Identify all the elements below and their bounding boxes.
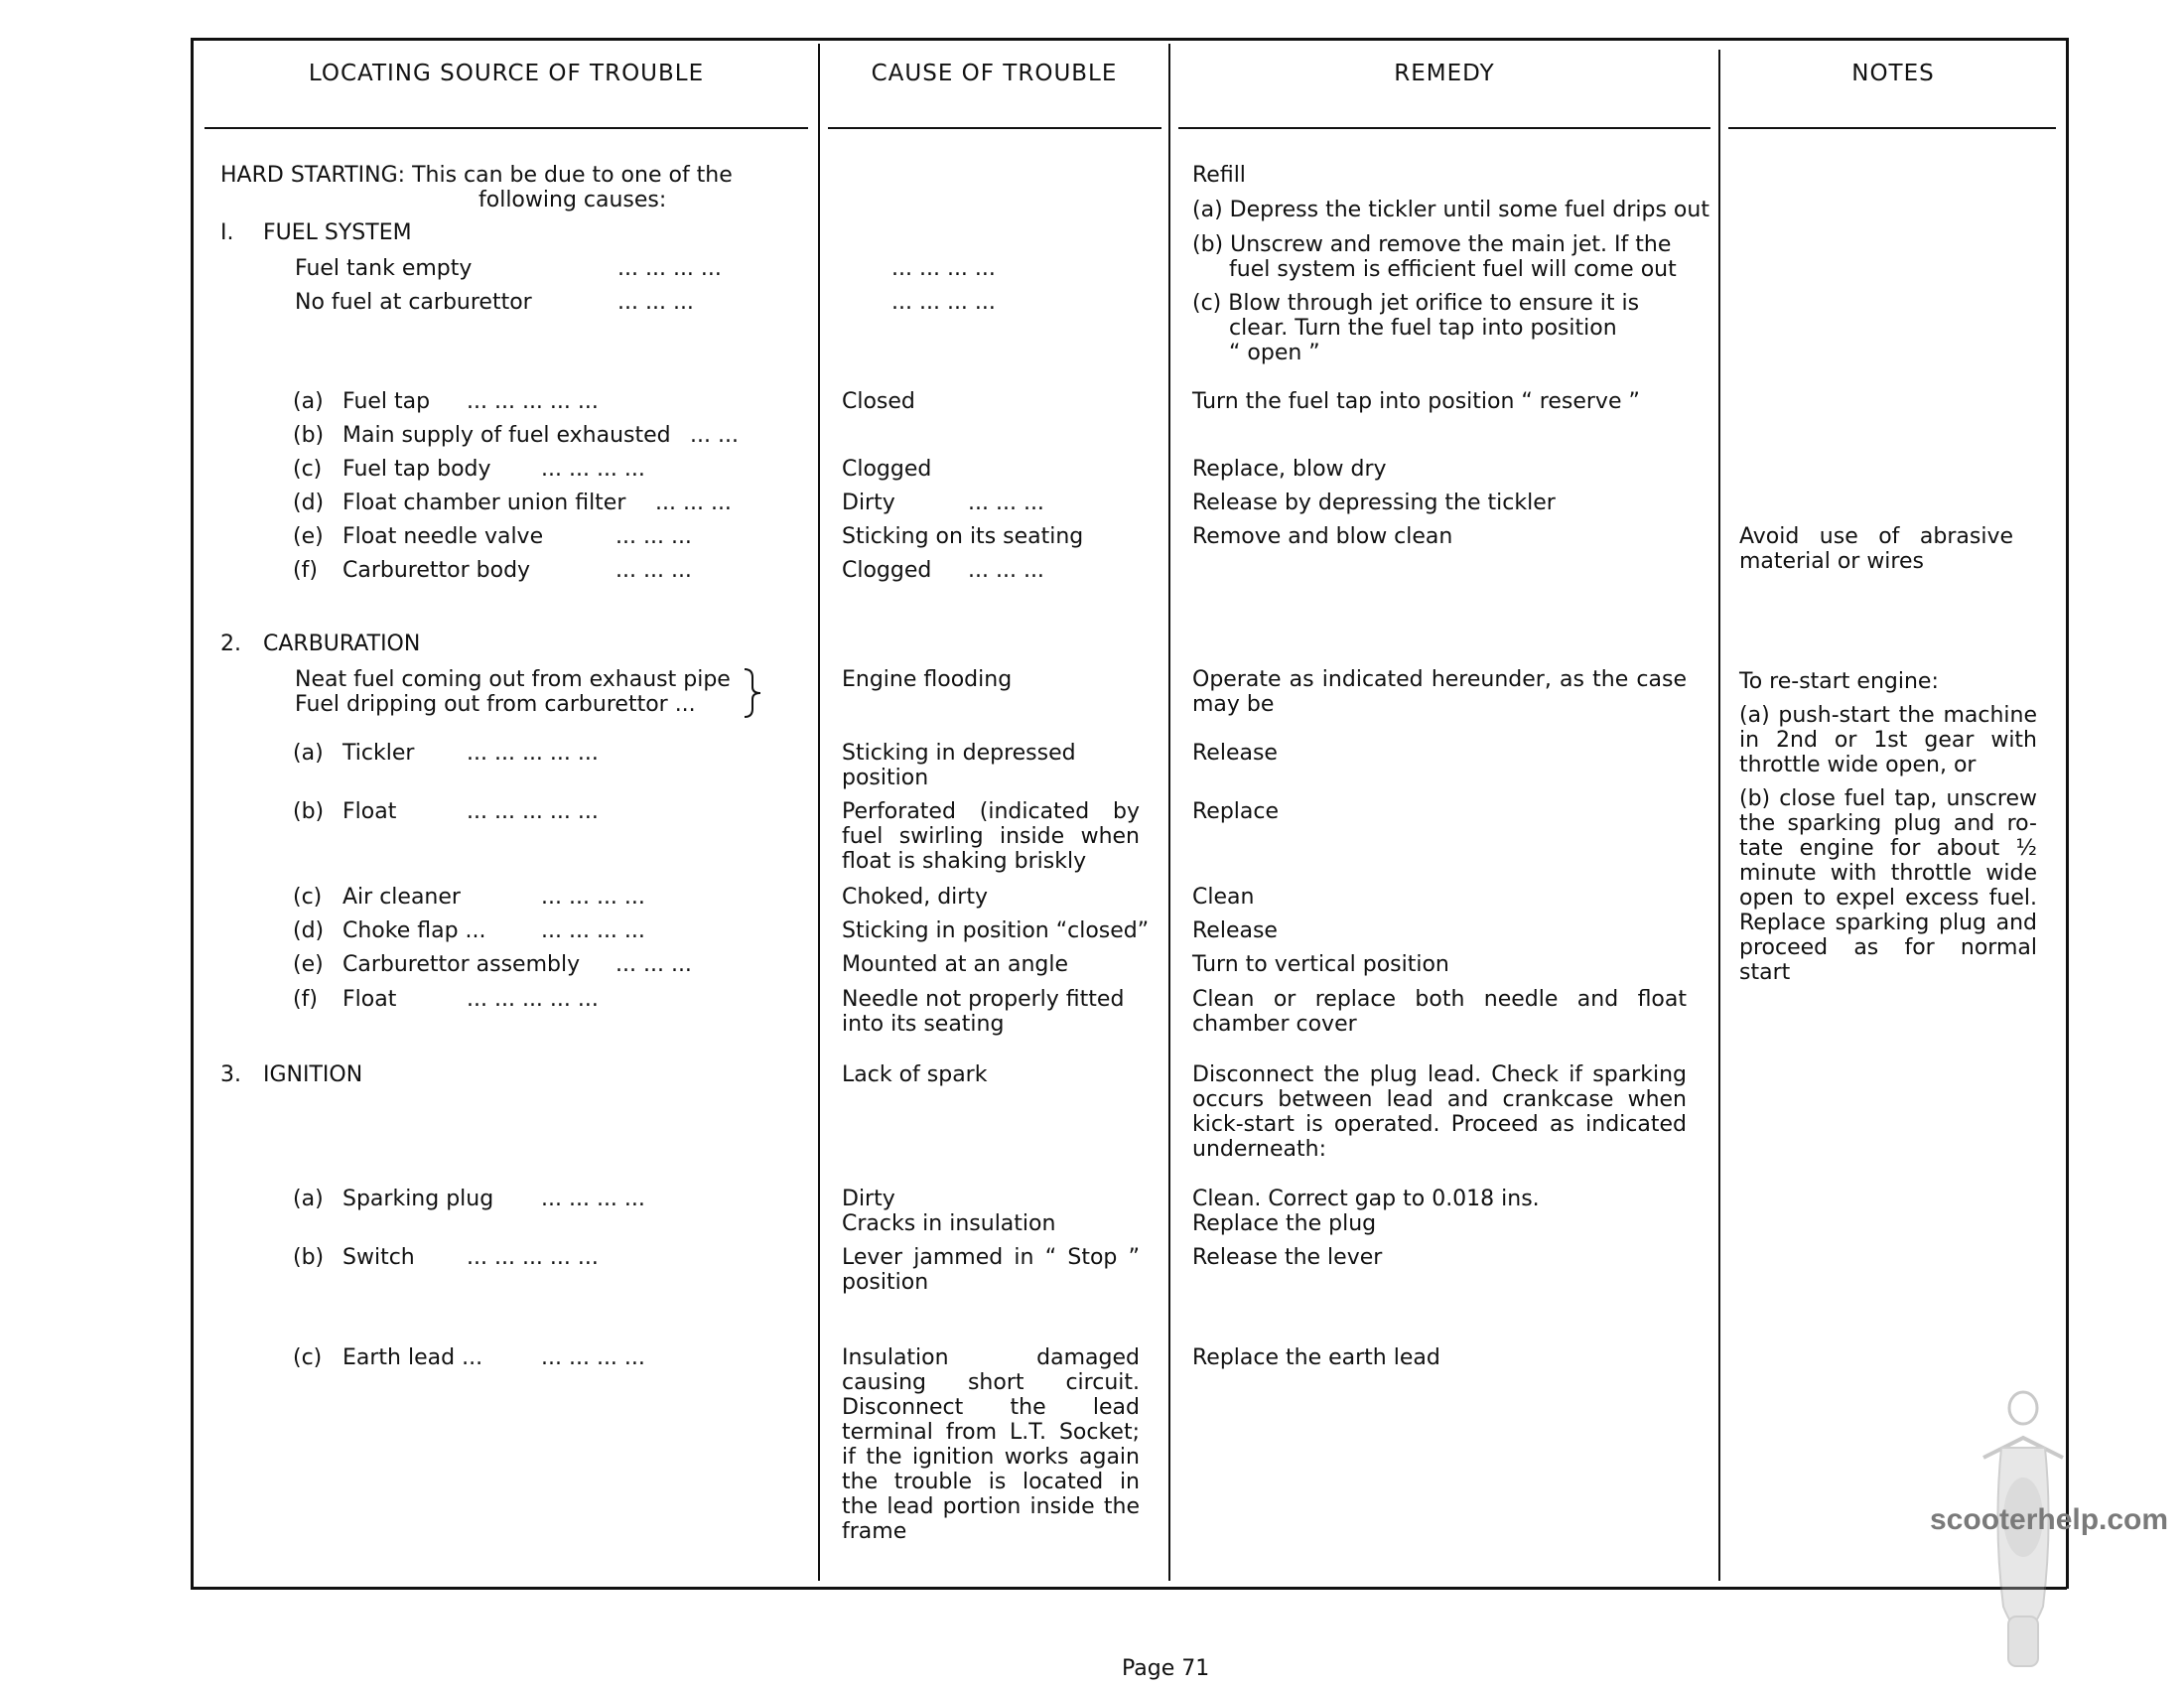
float-needle-valve-cause: Sticking on its seating [842,524,1084,549]
remedy-c-line-2: clear. Turn the fuel tap into position [1229,316,1617,341]
float-needle-label: Float [342,987,397,1012]
sparking-plug-label: Sparking plug [342,1187,494,1211]
dots: ... ... ... ... [541,918,645,943]
choke-flap-label: Choke flap ... [342,918,486,943]
note-restart-a: (a) push-start the machine in 2nd or 1st gear with throttle wide open, or [1739,703,2037,777]
float-needle-cause: Needle not properly fitted into its seating [842,987,1125,1037]
dots: ... ... ... ... ... [467,987,599,1012]
fuel-tap-remedy: Turn the fuel tap into position “ reserve ” [1192,389,1640,414]
dots: ... ... [690,423,739,448]
dots: ... ... ... ... [891,256,996,281]
remedy-b-line-2: fuel system is efficient fuel will come out [1229,257,1677,282]
item-letter: (a) [293,741,324,766]
col-divider-2 [1168,44,1170,1581]
fuel-tap-cause: Closed [842,389,915,414]
dots: ... ... ... ... ... [467,389,599,414]
tickler-cause: Sticking in depressed position [842,741,1076,790]
float-needle-remedy: Clean or replace both needle and float chamber cover [1192,987,1687,1037]
section-number-carb: 2. [220,632,241,656]
brace-icon [741,667,766,719]
header-locating: LOCATING SOURCE OF TROUBLE [308,61,705,86]
sparking-plug-remedy-2: Replace the plug [1192,1211,1377,1236]
remedy-a: (a) Depress the tickler until some fuel drips out [1192,198,1709,222]
dots: ... ... ... [968,491,1044,515]
fuel-tap-body-remedy: Replace, blow dry [1192,457,1387,482]
header-underline-2 [828,127,1161,129]
dots: ... ... ... [615,558,692,583]
choke-flap-cause: Sticking in position “closed” [842,918,1150,943]
item-letter: (b) [293,1245,325,1270]
header-notes: NOTES [1851,61,1935,86]
header-cause: CAUSE OF TROUBLE [871,61,1118,86]
sparking-plug-cause-2: Cracks in insulation [842,1211,1056,1236]
header-underline-4 [1728,127,2056,129]
float-chamber-filter-remedy: Release by depressing the tickler [1192,491,1556,515]
dots: ... ... ... ... [891,290,996,315]
fuel-dripping-line: Fuel dripping out from carburettor ... [295,692,696,717]
carburettor-body-cause: Clogged [842,558,932,583]
section-heading-ign: IGNITION [263,1062,363,1087]
item-letter: (c) [293,885,323,910]
fuel-tap-body-cause: Clogged [842,457,932,482]
item-letter: (b) [293,799,325,824]
carburettor-assembly-label: Carburettor assembly [342,952,581,977]
page-number: Page 71 [1122,1656,1210,1681]
dots: ... ... ... ... [541,457,645,482]
dots: ... ... ... ... ... [467,799,599,824]
remedy-c-line-3: “ open ” [1229,341,1320,365]
item-letter: (a) [293,1187,324,1211]
note-abrasive: Avoid use of abrasive material or wires [1739,524,2013,574]
switch-label: Switch [342,1245,415,1270]
item-letter: (d) [293,491,325,515]
header-underline-1 [205,127,808,129]
carburettor-assembly-remedy: Turn to vertical position [1192,952,1449,977]
remedy-b-line-1: (b) Unscrew and remove the main jet. If the [1192,232,1672,257]
dots: ... ... ... [617,290,694,315]
earth-lead-remedy: Replace the earth lead [1192,1345,1440,1370]
float-cause: Perforated (indicated by fuel swirling inside when float is shaking briskly [842,799,1140,874]
col-divider-1 [818,44,820,1581]
note-restart-b: (b) close fuel tap, unscrew the sparking plug and ro-tate engine for about ½ minute with throttle wide open to expel excess fuel. Replace sparking plug and proceed as for normal start [1739,786,2037,985]
choke-flap-remedy: Release [1192,918,1278,943]
sparking-plug-cause-1: Dirty [842,1187,895,1211]
no-fuel-carburettor: No fuel at carburettor [295,290,532,315]
section-number-ign: 3. [220,1062,241,1087]
earth-lead-cause: Insulation damaged causing short circuit. Disconnect the lead terminal from L.T. Socket; if the ignition works again the trouble is located in the lead portion inside the frame [842,1345,1140,1544]
dots: ... ... ... ... [541,1187,645,1211]
dots: ... ... ... [968,558,1044,583]
table-right-border [2066,38,2069,1589]
section-heading-carb: CARBURATION [263,632,421,656]
table-left-border [191,38,194,1589]
tickler-remedy: Release [1192,741,1278,766]
header-remedy: REMEDY [1394,61,1495,86]
intro-line-2: following causes: [478,188,667,212]
item-letter: (e) [293,952,324,977]
dots: ... ... ... ... [541,1345,645,1370]
switch-remedy: Release the lever [1192,1245,1383,1270]
float-needle-valve-remedy: Remove and blow clean [1192,524,1453,549]
fuel-tap-body-label: Fuel tap body [342,457,491,482]
intro-line-1: HARD STARTING: This can be due to one of the [220,163,733,188]
float-label: Float [342,799,397,824]
section-number-fuel: I. [220,220,234,245]
remedy-c-line-1: (c) Blow through jet orifice to ensure it is [1192,291,1640,316]
section-heading-fuel: FUEL SYSTEM [263,220,412,245]
fuel-tank-empty: Fuel tank empty [295,256,473,281]
item-letter: (c) [293,1345,323,1370]
dots: ... ... ... ... ... [467,741,599,766]
neat-fuel-line: Neat fuel coming out from exhaust pipe [295,667,731,692]
operate-remedy: Operate as indicated hereunder, as the case may be [1192,667,1687,717]
item-letter: (b) [293,423,325,448]
table-top-border [191,38,2067,41]
col-divider-3 [1718,50,1720,1581]
float-needle-valve-label: Float needle valve [342,524,544,549]
carburettor-body-label: Carburettor body [342,558,531,583]
disconnect-remedy: Disconnect the plug lead. Check if sparking occurs between lead and crankcase when kick-start is operated. Proceed as indicated underneath: [1192,1062,1687,1162]
float-chamber-filter-cause: Dirty [842,491,895,515]
item-letter: (f) [293,987,318,1012]
carburettor-assembly-cause: Mounted at an angle [842,952,1069,977]
item-letter: (c) [293,457,323,482]
dots: ... ... ... [615,952,692,977]
air-cleaner-cause: Choked, dirty [842,885,988,910]
dots: ... ... ... ... ... [467,1245,599,1270]
engine-flooding-cause: Engine flooding [842,667,1013,692]
item-letter: (d) [293,918,325,943]
fuel-tap-label: Fuel tap [342,389,431,414]
tickler-label: Tickler [342,741,415,766]
lack-of-spark-cause: Lack of spark [842,1062,988,1087]
item-letter: (e) [293,524,324,549]
remedy-refill: Refill [1192,163,1246,188]
float-remedy: Replace [1192,799,1280,824]
item-letter: (f) [293,558,318,583]
float-chamber-filter-label: Float chamber union filter [342,491,626,515]
dots: ... ... ... ... [541,885,645,910]
watermark-text: scooterhelp.com [1930,1503,2169,1536]
dots: ... ... ... [615,524,692,549]
table-bottom-border [191,1587,2067,1590]
note-restart-title: To re-start engine: [1739,669,1939,694]
switch-cause: Lever jammed in “ Stop ” position [842,1245,1140,1295]
item-letter: (a) [293,389,324,414]
sparking-plug-remedy-1: Clean. Correct gap to 0.018 ins. [1192,1187,1540,1211]
header-underline-3 [1178,127,1710,129]
air-cleaner-remedy: Clean [1192,885,1255,910]
air-cleaner-label: Air cleaner [342,885,461,910]
main-supply-label: Main supply of fuel exhausted [342,423,671,448]
dots: ... ... ... ... [617,256,722,281]
dots: ... ... ... [655,491,732,515]
earth-lead-label: Earth lead ... [342,1345,483,1370]
